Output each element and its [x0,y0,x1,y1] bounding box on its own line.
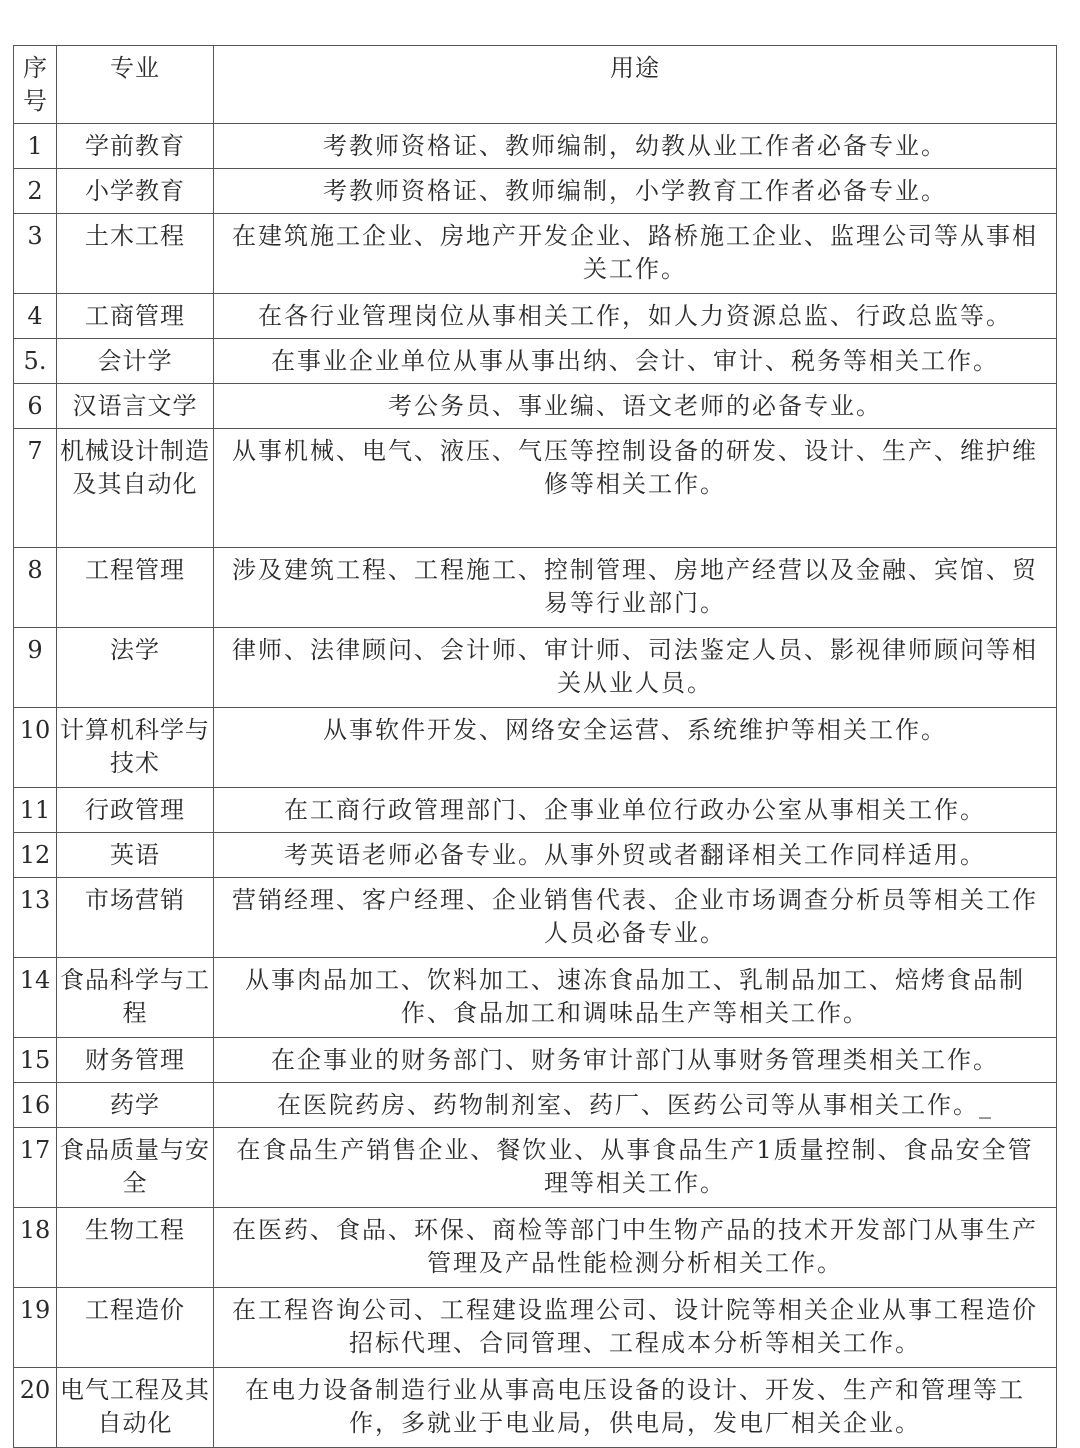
row-number: 17 [14,1128,57,1208]
row-major: 汉语言文学 [57,384,214,429]
header-number-line2: 号 [23,87,47,115]
table-row [14,1288,1057,1368]
row-major: 英语 [57,833,214,878]
row-number: 13 [14,878,57,958]
header-use: 用途 [214,46,1057,124]
row-major: 法学 [57,628,214,708]
row-major: 行政管理 [57,788,214,833]
row-number: 11 [14,788,57,833]
table-row [14,429,1057,548]
table-row [14,124,1057,169]
row-number: 4 [14,294,57,339]
row-major: 机械设计制造及其自动化 [57,429,214,548]
table-row [14,878,1057,958]
row-major: 工商管理 [57,294,214,339]
table-row [14,1208,1057,1288]
table-row [14,548,1057,628]
row-use: 在建筑施工企业、房地产开发企业、路桥施工企业、监理公司等从事相关工作。 [214,214,1057,294]
row-use: 从事软件开发、网络安全运营、系统维护等相关工作。 [214,708,1057,788]
row-use: 考公务员、事业编、语文老师的必备专业。 [214,384,1057,429]
row-number: 15 [14,1038,57,1083]
row-number: 19 [14,1288,57,1368]
row-number: 1 [14,124,57,169]
row-major: 药学 [57,1083,214,1128]
row-use: 在工程咨询公司、工程建设监理公司、设计院等相关企业从事工程造价招标代理、合同管理、工程成本分析等相关工作。 [214,1288,1057,1368]
row-number: 8 [14,548,57,628]
row-major: 会计学 [57,339,214,384]
row-use: 在电力设备制造行业从事高电压设备的设计、开发、生产和管理等工作，多就业于电业局，供电局，发电厂相关企业。 [214,1368,1057,1448]
table-row [14,628,1057,708]
table-row [14,1083,1057,1128]
row-number: 9 [14,628,57,708]
row-major: 电气工程及其自动化 [57,1368,214,1448]
row-number: 5. [14,339,57,384]
table-row [14,788,1057,833]
row-use: 律师、法律顾问、会计师、审计师、司法鉴定人员、影视律师顾问等相关从业人员。 [214,628,1057,708]
row-major: 小学教育 [57,169,214,214]
row-number: 3 [14,214,57,294]
table-row [14,294,1057,339]
table-row [14,169,1057,214]
row-number: 2 [14,169,57,214]
row-use: 从事机械、电气、液压、气压等控制设备的研发、设计、生产、维护维修等相关工作。 [214,429,1057,548]
row-number: 20 [14,1368,57,1448]
table-row [14,958,1057,1038]
row-number: 12 [14,833,57,878]
row-use: 考教师资格证、教师编制，幼教从业工作者必备专业。 [214,124,1057,169]
row-number: 14 [14,958,57,1038]
row-major: 计算机科学与技术 [57,708,214,788]
row-use: 在食品生产销售企业、餐饮业、从事食品生产1质量控制、食品安全管理等相关工作。 [214,1128,1057,1208]
row-use: 在事业企业单位从事从事出纳、会计、审计、税务等相关工作。 [214,339,1057,384]
table-row [14,708,1057,788]
row-major: 工程造价 [57,1288,214,1368]
row-major: 食品质量与安全 [57,1128,214,1208]
row-use: 在各行业管理岗位从事相关工作，如人力资源总监、行政总监等。 [214,294,1057,339]
row-use: 在工商行政管理部门、企事业单位行政办公室从事相关工作。 [214,788,1057,833]
table-row [14,833,1057,878]
row-major: 学前教育 [57,124,214,169]
row-use: 考教师资格证、教师编制，小学教育工作者必备专业。 [214,169,1057,214]
row-number: 18 [14,1208,57,1288]
row-number: 16 [14,1083,57,1128]
row-use: 涉及建筑工程、工程施工、控制管理、房地产经营以及金融、宾馆、贸易等行业部门。 [214,548,1057,628]
table-row [14,384,1057,429]
table-row [14,214,1057,294]
row-use: 在企事业的财务部门、财务审计部门从事财务管理类相关工作。 [214,1038,1057,1083]
row-major: 市场营销 [57,878,214,958]
majors-table [13,45,1057,1448]
header-major: 专业 [57,46,214,124]
row-use: 考英语老师必备专业。从事外贸或者翻译相关工作同样适用。 [214,833,1057,878]
majors-table-container [13,45,1057,1448]
row-number: 7 [14,429,57,548]
table-row [14,1128,1057,1208]
row-number: 10 [14,708,57,788]
row-major: 财务管理 [57,1038,214,1083]
table-row [14,339,1057,384]
row-use: 从事肉品加工、饮料加工、速冻食品加工、乳制品加工、焙烤食品制作、食品加工和调味品生产等相关工作。 [214,958,1057,1038]
table-header-row [14,46,1057,124]
row-major: 土木工程 [57,214,214,294]
row-major: 生物工程 [57,1208,214,1288]
row-use: 在医药、食品、环保、商检等部门中生物产品的技术开发部门从事生产管理及产品性能检测分析相关工作。 [214,1208,1057,1288]
table-row [14,1038,1057,1083]
row-use: 营销经理、客户经理、企业销售代表、企业市场调查分析员等相关工作人员必备专业。 [214,878,1057,958]
row-number: 6 [14,384,57,429]
row-major: 食品科学与工程 [57,958,214,1038]
header-number [14,46,57,124]
row-major: 工程管理 [57,548,214,628]
header-number-line1: 序 [23,54,47,82]
table-row [14,1368,1057,1448]
row-use: 在医院药房、药物制剂室、药厂、医药公司等从事相关工作。_ [214,1083,1057,1128]
